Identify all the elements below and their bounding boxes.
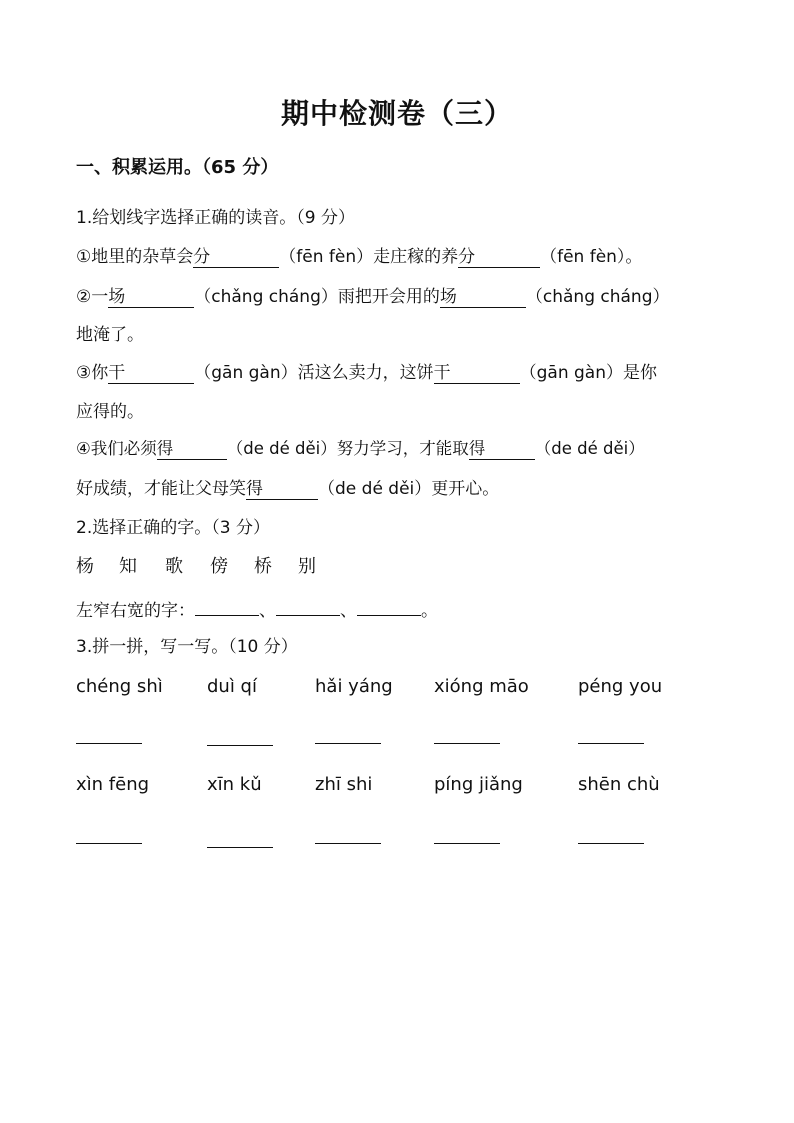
answer-blank[interactable]	[276, 614, 340, 616]
answer-blank[interactable]	[195, 614, 259, 616]
answer-blank[interactable]	[434, 742, 500, 744]
item-text: ①地里的杂草会	[76, 247, 194, 267]
answer-blank[interactable]	[434, 842, 500, 844]
pinyin-prompt: zhī shi	[315, 774, 373, 795]
answer-blank[interactable]	[207, 744, 273, 746]
answer-blank[interactable]	[578, 742, 644, 744]
underlined-char[interactable]: 场	[108, 282, 194, 308]
item-text: 好成绩，才能让父母笑	[76, 479, 246, 499]
underlined-char[interactable]: 分	[458, 242, 540, 268]
answer-prompt: 左窄右宽的字：	[76, 601, 195, 621]
pinyin-options: （de dé děi）	[534, 439, 645, 458]
question-3-heading: 3.拼一拼，写一写。（10 分）	[76, 637, 298, 657]
answer-blank[interactable]	[578, 842, 644, 844]
item-text: ④我们必须	[76, 439, 157, 458]
page-title: 期中检测卷（三）	[280, 97, 513, 130]
section-heading: 一、积累运用。（65 分）	[76, 157, 279, 178]
question-1-item-2	[76, 282, 670, 308]
char-option: 杨	[76, 556, 94, 577]
underlined-char[interactable]: 分	[193, 242, 279, 268]
question-1-item-4	[76, 435, 645, 460]
char-option: 桥	[254, 556, 272, 577]
pinyin-options: （gān gàn）是你	[519, 363, 657, 383]
pinyin-options: （fēn fèn）走庄稼的养	[279, 247, 459, 267]
pinyin-prompt: xīn kǔ	[207, 774, 262, 795]
question-1-item-3	[76, 358, 657, 384]
pinyin-prompt: shēn chù	[578, 774, 660, 795]
pinyin-options: （de dé děi）更开心。	[318, 479, 500, 499]
question-1-item-1	[76, 242, 642, 268]
char-option: 歌	[165, 556, 183, 577]
underlined-char[interactable]: 干	[434, 358, 520, 384]
underlined-char[interactable]: 得	[246, 474, 318, 500]
question-1-item-4-cont	[76, 474, 499, 500]
separator: 、	[340, 601, 357, 621]
underlined-char[interactable]: 干	[108, 358, 194, 384]
answer-blank[interactable]	[315, 842, 381, 844]
char-option: 别	[298, 556, 316, 577]
pinyin-prompt: duì qí	[207, 676, 257, 697]
underlined-char[interactable]: 场	[440, 282, 526, 308]
answer-blank[interactable]	[207, 846, 273, 848]
answer-blank[interactable]	[76, 742, 142, 744]
item-text: ②一	[76, 287, 109, 307]
pinyin-options: （fēn fèn）。	[540, 247, 643, 267]
pinyin-prompt: xióng māo	[434, 676, 529, 697]
pinyin-options: （chǎng cháng）雨把开会用的	[194, 287, 440, 307]
answer-blank[interactable]	[76, 842, 142, 844]
answer-blank[interactable]	[315, 742, 381, 744]
pinyin-options: （gān gàn）活这么卖力，这饼	[194, 363, 434, 383]
separator: 、	[259, 601, 276, 621]
question-1-heading: 1.给划线字选择正确的读音。（9 分）	[76, 208, 355, 228]
item-text: ③你	[76, 363, 109, 383]
answer-blank[interactable]	[357, 614, 421, 616]
question-1-item-3-cont: 应得的。	[76, 402, 144, 422]
separator: 。	[421, 601, 438, 621]
pinyin-prompt: péng you	[578, 676, 663, 697]
pinyin-prompt: hǎi yáng	[315, 676, 393, 697]
pinyin-options: （de dé děi）努力学习，才能取	[226, 439, 469, 458]
question-2-answer-line	[76, 596, 438, 621]
char-option: 知	[119, 556, 137, 577]
question-2-heading: 2.选择正确的字。（3 分）	[76, 518, 270, 538]
question-1-item-2-cont: 地淹了。	[76, 325, 144, 345]
pinyin-options: （chǎng cháng）	[525, 287, 670, 307]
underlined-char[interactable]: 得	[157, 435, 227, 460]
pinyin-prompt: xìn fēng	[76, 774, 150, 795]
pinyin-prompt: píng jiǎng	[434, 774, 523, 795]
underlined-char[interactable]: 得	[469, 435, 535, 460]
pinyin-prompt: chéng shì	[76, 676, 163, 697]
char-option: 傍	[210, 556, 228, 577]
